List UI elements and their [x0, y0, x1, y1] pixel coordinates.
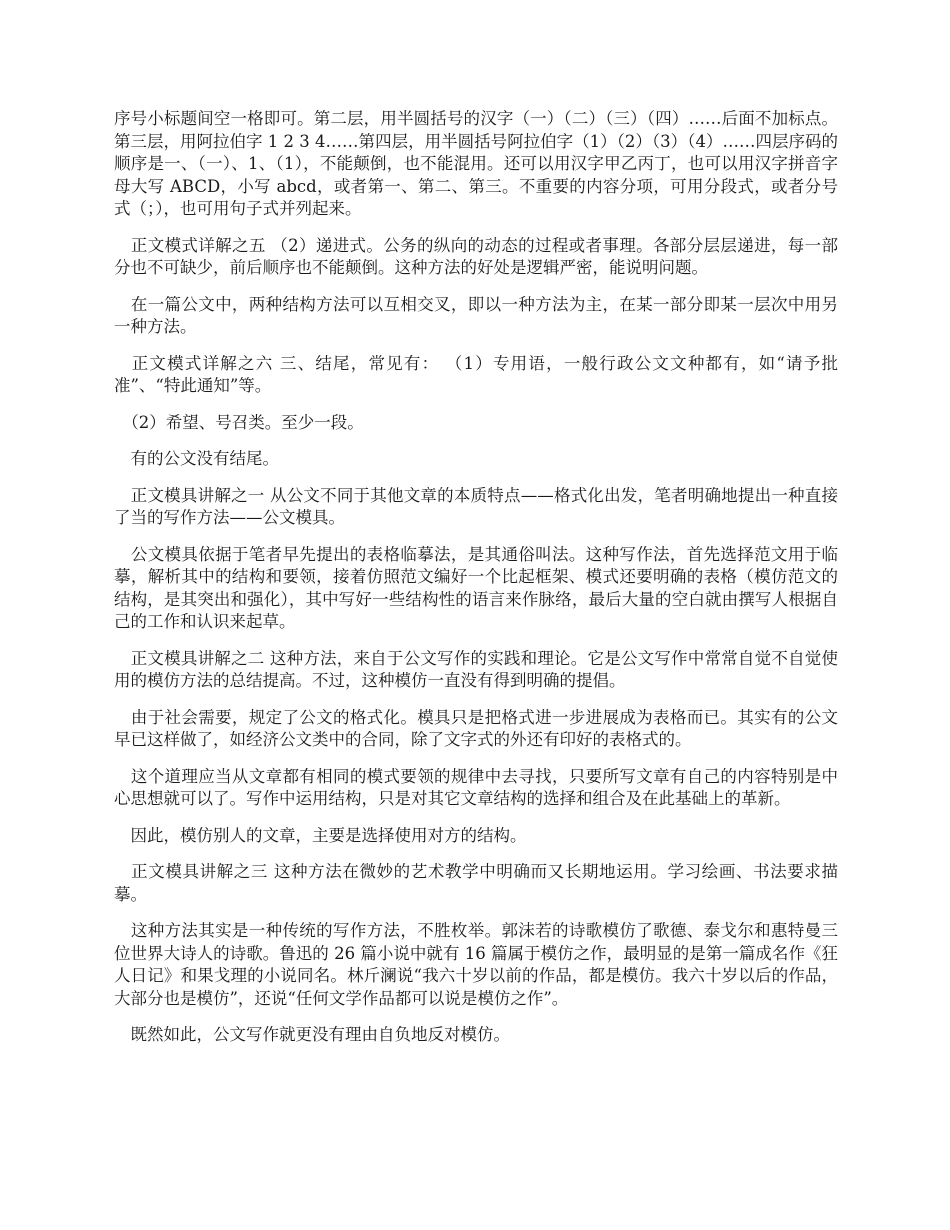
paragraph-10: 由于社会需要，规定了公文的格式化。模具只是把格式进一步进展成为表格而已。其实有的公文早已这样做了，如经济公文类中的合同，除了文字式的外还有印好的表格式的。 — [114, 707, 838, 749]
paragraph-7: 正文模具讲解之一 从公文不同于其他文章的本质特点——格式化出发，笔者明确地提出一种直接了当的写作方法——公文模具。 — [114, 485, 838, 527]
paragraph-11: 这个道理应当从文章都有相同的模式要领的规律中去寻找，只要所写文章有自己的内容特别是中心思想就可以了。写作中运用结构，只是对其它文章结构的选择和组合及在此基础上的革新。 — [114, 766, 838, 808]
document-body — [114, 108, 838, 1061]
paragraph-4: 正文模式详解之六 三、结尾，常见有： （1）专用语，一般行政公文文种都有，如“请予批准”、“特此通知”等。 — [114, 353, 838, 395]
paragraph-13: 正文模具讲解之三 这种方法在微妙的艺术教学中明确而又长期地运用。学习绘画、书法要求描摹。 — [114, 862, 838, 904]
paragraph-3: 在一篇公文中，两种结构方法可以互相交叉，即以一种方法为主，在某一部分即某一层次中用另一种方法。 — [114, 294, 838, 336]
paragraph-12: 因此，模仿别人的文章，主要是选择使用对方的结构。 — [114, 825, 527, 845]
paragraph-5: （2）希望、号召类。至少一段。 — [114, 412, 364, 432]
paragraph-9: 正文模具讲解之二 这种方法，来自于公文写作的实践和理论。它是公文写作中常常自觉不自觉使用的模仿方法的总结提高。不过，这种模仿一直没有得到明确的提倡。 — [114, 648, 838, 690]
paragraph-2: 正文模式详解之五 （2）递进式。公务的纵向的动态的过程或者事理。各部分层层递进，每一部分也不可缺少，前后顺序也不能颠倒。这种方法的好处是逻辑严密，能说明问题。 — [114, 235, 838, 277]
paragraph-6: 有的公文没有结尾。 — [114, 449, 279, 468]
paragraph-14: 这种方法其实是一种传统的写作方法，不胜枚举。郭沫若的诗歌模仿了歌德、泰戈尔和惠特曼三位世界大诗人的诗歌。鲁迅的 26 篇小说中就有 16 篇属于模仿之作，最明显的是第一篇成名作《狂人日记》和果戈理的小说同名。林斤澜说“我六十岁以前的作品，都是模仿。我六十岁以后的作品，大部分也是模仿”，还说“任何文学作品都可以说是模仿之作”。 — [114, 921, 838, 1008]
paragraph-8: 公文模具依据于笔者早先提出的表格临摹法，是其通俗叫法。这种写作法，首先选择范文用于临摹，解析其中的结构和要领，接着仿照范文编好一个比起框架、模式还要明确的表格（模仿范文的结构，是其突出和强化），其中写好一些结构性的语言来作脉络，最后大量的空白就由撰写人根据自己的工作和认识来起草。 — [114, 544, 838, 631]
paragraph-15: 既然如此，公文写作就更没有理由自负地反对模仿。 — [114, 1025, 510, 1044]
paragraph-1: 序号小标题间空一格即可。第二层，用半圆括号的汉字（一）（二）（三）（四）……后面不加标点。第三层，用阿拉伯字 1 2 3 4……第四层，用半圆括号阿拉伯字（1）（2）（3）（4）……四层序码的顺序是一、（一）、1、（1），不能颠倒，也不能混用。还可以用汉字甲乙丙丁，也可以用汉字拼音字母大写 ABCD，小写 abcd，或者第一、第二、第三。不重要的内容分项，可用分段式，或者分号式（；），也可用句子式并列起来。 — [114, 109, 838, 218]
